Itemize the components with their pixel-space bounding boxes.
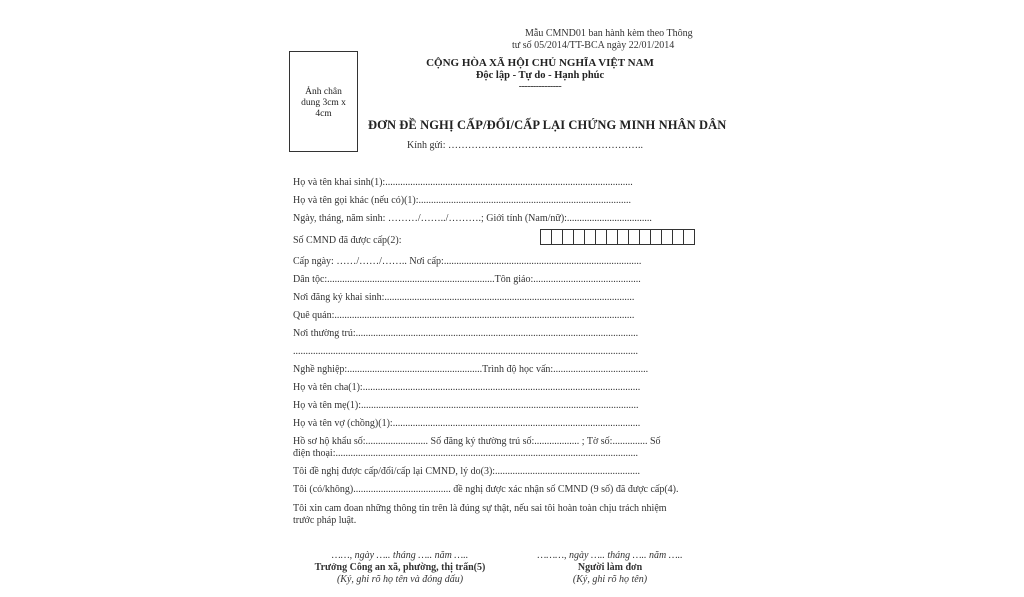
right-signature-note: (Ký, ghi rõ họ tên) — [572, 574, 648, 585]
national-motto: Độc lập - Tự do - Hạnh phúc — [475, 70, 605, 81]
form-code-note-line2: tư số 05/2014/TT-BCA ngày 22/01/2014 — [512, 40, 675, 51]
right-signature-date: ………, ngày ….. tháng ….. năm ….. — [537, 550, 683, 561]
pledge-line1: Tôi xin cam đoan những thông tin trên là đúng sự thật, nếu sai tôi hoàn toàn chịu trách nhiệm — [293, 503, 667, 514]
photo-label-line2: dung 3cm x — [301, 98, 346, 108]
request-reason-field[interactable]: Tôi đề nghị được cấp/đổi/cấp lại CMND, lý do(3):.......................................................... — [293, 466, 641, 477]
issue-date-place-field[interactable]: Cấp ngày: ……/……/…….. Nơi cấp:............................................................................... — [293, 256, 642, 267]
right-signature-title: Người làm đơn — [577, 562, 643, 573]
motto-rule: --------------- — [518, 81, 562, 92]
form-title: ĐƠN ĐỀ NGHỊ CẤP/ĐỔI/CẤP LẠI CHỨNG MINH NHÂN DÂN — [368, 118, 727, 132]
confirm-request-field[interactable]: Tôi (có/không)....................................... đề nghị được xác nhận số CMND (9 số) đã được cấp(4). — [293, 484, 679, 495]
left-signature-note: (Ký, ghi rõ họ tên và đóng dấu) — [336, 574, 464, 585]
household-record-field[interactable]: Hồ sơ hộ khẩu số:......................... Số đăng ký thường trú số:.................. ; Tờ số:.............. Số — [293, 436, 661, 447]
dob-gender-field[interactable]: Ngày, tháng, năm sinh: ………/……../……….; Giới tính (Nam/nữ):.................................. — [293, 213, 652, 224]
form-code-note-line1: Mẫu CMND01 ban hành kèm theo Thông — [525, 28, 693, 39]
photo-label-line3: 4cm — [315, 109, 332, 119]
birth-registration-field[interactable]: Nơi đăng ký khai sinh:.................................................................................................... — [293, 292, 635, 303]
ethnic-religion-field[interactable]: Dân tộc:...................................................................Tôn giáo:........................................... — [293, 274, 641, 285]
addressee-line[interactable]: Kính gửi: ………………………………………………….. — [407, 140, 643, 151]
residence-continuation-field[interactable]: .......................................................................................................................................... — [293, 346, 638, 357]
spouse-name-field[interactable]: Họ và tên vợ (chồng)(1):................................................................................................... — [293, 418, 641, 429]
photo-label-line1: Ảnh chân — [305, 87, 342, 97]
country-name: CỘNG HÒA XÃ HỘI CHỦ NGHĨA VIỆT NAM — [426, 57, 654, 69]
mother-name-field[interactable]: Họ và tên mẹ(1):............................................................................................................... — [293, 400, 639, 411]
id-digit-cell[interactable] — [683, 229, 695, 245]
left-signature-date: ……, ngày ….. tháng ….. năm ….. — [331, 550, 469, 561]
phone-field[interactable]: điện thoại:......................................................................................................................... — [293, 448, 638, 459]
pledge-line2: trước pháp luật. — [293, 515, 357, 526]
job-education-field[interactable]: Nghề nghiệp:......................................................Trình độ học vấn:...................................... — [293, 364, 649, 375]
photo-placeholder-box — [289, 51, 358, 152]
id-issued-label: Số CMND đã được cấp(2): — [293, 235, 402, 246]
other-name-field[interactable]: Họ và tên gọi khác (nếu có)(1):..................................................................................... — [293, 195, 632, 206]
residence-field[interactable]: Nơi thường trú:................................................................................................................. — [293, 328, 639, 339]
father-name-field[interactable]: Họ và tên cha(1):............................................................................................................... — [293, 382, 641, 393]
id-number-cells[interactable] — [541, 229, 695, 245]
birth-name-field[interactable]: Họ và tên khai sinh(1):................................................................................................... — [293, 177, 633, 188]
left-signature-title: Trưởng Công an xã, phường, thị trấn(5) — [314, 562, 486, 573]
hometown-field[interactable]: Quê quán:........................................................................................................................ — [293, 310, 635, 321]
